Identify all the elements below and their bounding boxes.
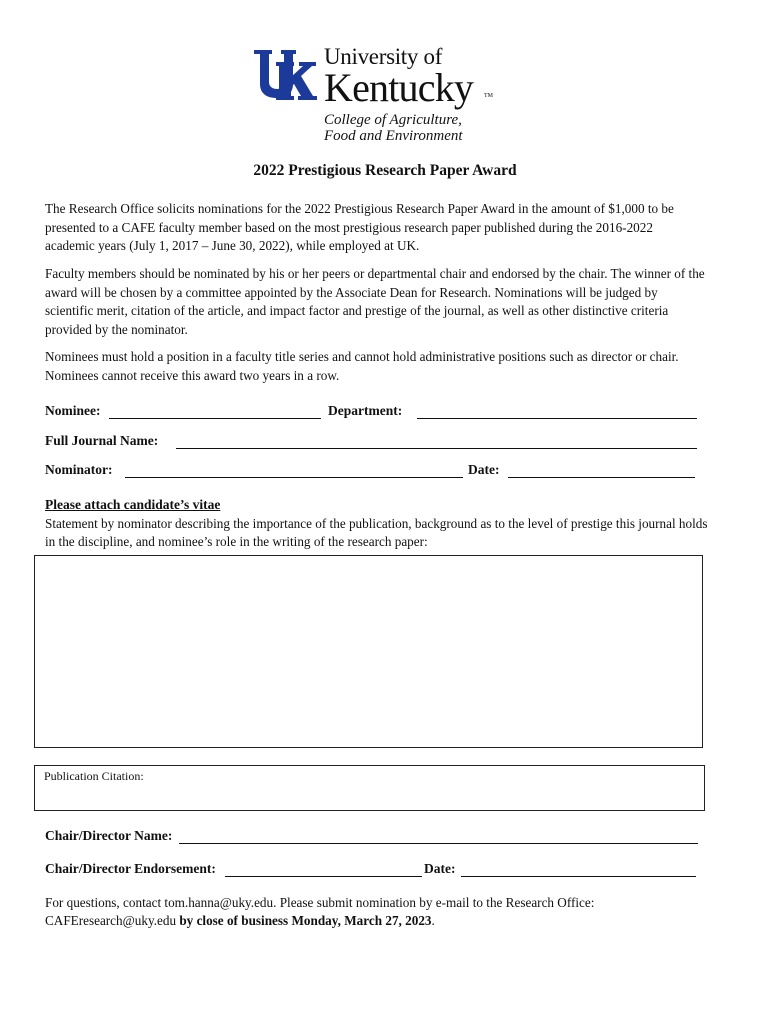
nominee-label: Nominee: xyxy=(45,403,101,418)
nomination-paragraph: Faculty members should be nominated by his or her peers or departmental chair and endorsed by the chair. The winner of the award will be chosen by a committee appointed by the Associate Dean for Research. Nominations will be judged by scientific merit, citation of the article, and impact factor and prestige of the journal, as well as other distinctive criteria provided by the nominator. xyxy=(45,266,705,337)
publication-citation-label: Publication Citation: xyxy=(44,769,144,783)
chair-endorsement-label: Chair/Director Endorsement: xyxy=(45,861,216,876)
nominator-field[interactable] xyxy=(125,477,463,478)
publication-citation-box[interactable] xyxy=(34,765,705,811)
nominee-field[interactable] xyxy=(109,418,321,419)
chair-date-field[interactable] xyxy=(461,876,696,877)
attach-vitae-heading: Please attach candidate’s vitae xyxy=(45,497,221,512)
chair-date-label: Date: xyxy=(424,861,456,876)
logo-college-name: College of Agriculture, Food and Environment xyxy=(324,112,463,144)
logo-trademark: TM xyxy=(484,93,493,99)
page-title: 2022 Prestigious Research Paper Award xyxy=(253,162,517,179)
eligibility-paragraph: Nominees must hold a position in a faculty title series and cannot hold administrative positions such as director or chair. Nominees cannot receive this award two years in a row. xyxy=(45,349,679,383)
logo-university-of: University of xyxy=(324,44,443,69)
chair-name-label: Chair/Director Name: xyxy=(45,828,173,843)
statement-textbox[interactable] xyxy=(34,555,703,748)
chair-name-field[interactable] xyxy=(179,843,698,844)
department-field[interactable] xyxy=(417,418,697,419)
nominator-label: Nominator: xyxy=(45,462,113,477)
contact-info: For questions, contact tom.hanna@uky.edu. Please submit nomination by e-mail to the Research Office: CAFEresearch@uky.edu by close of business Monday, March 27, 2023. xyxy=(45,895,595,928)
chair-endorsement-field[interactable] xyxy=(225,876,422,877)
logo-kentucky: Kentucky xyxy=(324,65,474,110)
statement-prompt: Statement by nominator describing the importance of the publication, background as to the level of prestige this journal holds in the discipline, and nominee’s role in the writing of the research paper: xyxy=(45,516,708,549)
university-logo xyxy=(252,44,502,148)
date-label: Date: xyxy=(468,462,500,477)
date-field[interactable] xyxy=(508,477,695,478)
journal-label: Full Journal Name: xyxy=(45,433,159,448)
department-label: Department: xyxy=(328,403,403,418)
intro-paragraph: The Research Office solicits nominations for the 2022 Prestigious Research Paper Award in the amount of $1,000 to be presented to a CAFE faculty member based on the most prestigious research paper published during the 2016-2022 academic years (July 1, 2017 – June 30, 2022), while employed at UK. xyxy=(45,201,674,253)
uk-logo-mark xyxy=(252,46,318,104)
journal-field[interactable] xyxy=(176,448,697,449)
